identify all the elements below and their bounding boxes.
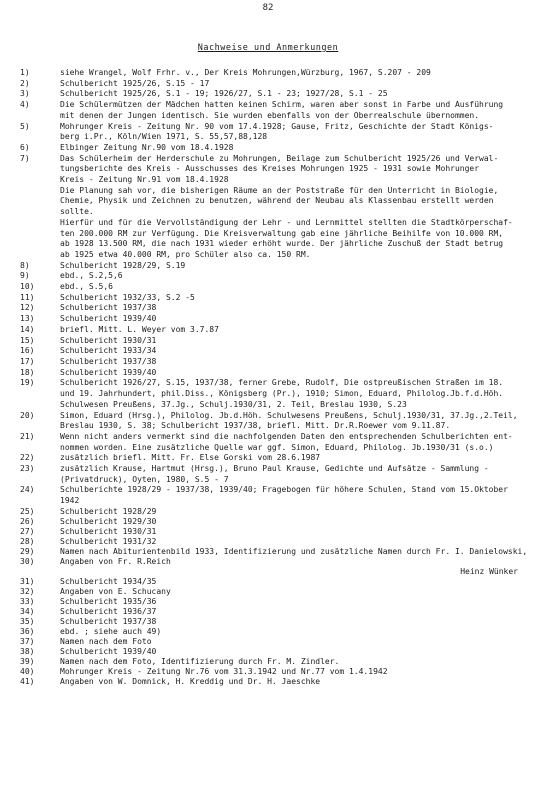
note-number: 9) [20, 271, 30, 281]
note-line: Mohrunger Kreis - Zeitung Nr. 90 vom 17.4.1928; Gause, Fritz, Geschichte der Stadt Königs- [60, 121, 494, 131]
note-number: 33) [20, 596, 35, 606]
note-number: 5) [20, 121, 30, 131]
note-number: 19) [20, 378, 35, 388]
note-item [0, 122, 536, 143]
note-number: 35) [20, 616, 35, 626]
note-item [0, 607, 536, 617]
notes-list [0, 68, 536, 687]
note-item [0, 89, 536, 100]
note-line: 1942 [60, 496, 80, 506]
note-number: 31) [20, 576, 35, 586]
note-line: Namen nach dem Foto, Identifizierung durch Fr. M. Zindler. [60, 656, 340, 666]
note-item [0, 527, 536, 537]
note-line: Schulbericht 1928/29, S.19 [60, 260, 186, 270]
note-number: 3) [20, 89, 30, 99]
note-line: Kreis - Zeitung Nr.91 vom 18.4.1928 [60, 175, 229, 185]
note-item [0, 453, 536, 464]
note-line: Schulbericht 1926/27, S.15, 1937/38, ferner Grebe, Rudolf, Die ostpreußischen Straßen im 18. [60, 378, 504, 388]
note-line: Breslau 1930, S. 38; Schulbericht 1937/38, briefl. Mitt. Dr.R.Roewer vom 9.11.87. [60, 421, 451, 431]
note-line: Simon, Eduard (Hrsg.), Philolog. Jb.d.Höh. Schulwesens Preußens, Schulj.1930/31, 37.Jg.,2.Teil, [60, 410, 518, 420]
note-item [0, 68, 536, 79]
note-number: 21) [20, 431, 35, 441]
note-line: Schulbericht 1925/26, S.1 - 19; 1926/27, S.1 - 23; 1927/28, S.1 - 25 [60, 89, 388, 99]
note-line: Mohrunger Kreis - Zeitung Nr.76 vom 31.3.1942 und Nr.77 vom 1.4.1942 [60, 666, 388, 676]
note-number: 34) [20, 606, 35, 616]
note-item [0, 411, 536, 432]
note-line: Hierfür und für die Vervollständigung der Lehr - und Lernmittel stellten die Stadtkörperschaf- [60, 217, 513, 227]
note-item [0, 357, 536, 368]
note-item [0, 368, 536, 379]
note-line: Namen nach dem Foto [60, 636, 152, 646]
note-number: 30) [20, 556, 35, 566]
note-number: 18) [20, 367, 35, 377]
note-number: 10) [20, 282, 35, 292]
note-item [0, 261, 536, 272]
note-line: ebd., S.5,6 [60, 282, 113, 292]
note-line: Schulbericht 1939/40 [60, 646, 157, 656]
note-line: Die Planung sah vor, die bisherigen Räume an der Poststraße für den Unterricht in Biologie, [60, 185, 499, 195]
note-line: nommen worden. Eine zusätzliche Quelle war ggf. Simon, Eduard, Philolog. Jb.1930/31 (s.o.) [60, 442, 494, 452]
note-item [0, 677, 536, 687]
note-number: 23) [20, 464, 35, 474]
note-line: Schulbericht 1925/26, S.15 - 17 [60, 78, 210, 88]
note-item [0, 647, 536, 657]
note-number: 6) [20, 142, 30, 152]
note-number: 27) [20, 526, 35, 536]
note-line: tungsberichte des Kreis - Ausschusses des Kreises Mohrungen 1925 - 1931 sowie Mohrunger [60, 164, 480, 174]
note-number: 41) [20, 676, 35, 686]
note-line: ebd. ; siehe auch 49) [60, 626, 162, 636]
note-item [0, 378, 536, 410]
note-item [0, 637, 536, 647]
note-line: ebd., S.2,5,6 [60, 271, 123, 281]
note-item [0, 432, 536, 453]
note-item [0, 667, 536, 677]
note-number: 24) [20, 485, 35, 495]
note-item [0, 271, 536, 282]
note-number: 40) [20, 666, 35, 676]
note-line: und 19. Jahrhundert, phil.Diss., Königsberg (Pr.), 1910; Simon, Eduard, Philolog.Jb.f.d.Höh. [60, 389, 504, 399]
note-line: Schulbericht 1932/33, S.2 -5 [60, 292, 195, 302]
note-line: Wenn nicht anders vermerkt sind die nachfolgenden Daten den entsprechenden Schulberichten ent- [60, 431, 513, 441]
note-item [0, 507, 536, 517]
note-line: zusätzlich Krause, Hartmut (Hrsg.), Bruno Paul Krause, Gedichte und Aufsätze - Sammlung - [60, 464, 489, 474]
note-line: siehe Wrangel, Wolf Frhr. v., Der Kreis Mohrungen,Würzburg, 1967, S.207 - 209 [60, 68, 431, 77]
note-line: berg i.Pr., Köln/Wien 1971, S. 55,57,88,128 [60, 132, 268, 142]
note-line: Schulbericht 1939/40 [60, 367, 157, 377]
note-item [0, 336, 536, 347]
note-item [0, 557, 536, 577]
note-item [0, 325, 536, 336]
page-number: 82 [262, 3, 274, 13]
note-number: 26) [20, 516, 35, 526]
note-line: Schulbericht 1928/29 [60, 506, 157, 516]
note-line: Schulberichte 1928/29 - 1937/38, 1939/40; Fragebogen für höhere Schulen, Stand vom 15.Oktober [60, 485, 508, 495]
note-number: 22) [20, 453, 35, 463]
note-number: 17) [20, 356, 35, 366]
note-number: 13) [20, 314, 35, 324]
note-number: 12) [20, 303, 35, 313]
note-line: Schulbericht 1937/38 [60, 616, 157, 626]
page-title: Nachweise und Anmerkungen [197, 43, 339, 53]
note-item [0, 303, 536, 314]
note-line: Schulbericht 1930/31 [60, 526, 157, 536]
note-item [0, 143, 536, 154]
note-line: ten 200.000 RM zur Verfügung. Die Kreisverwaltung gab eine jährliche Beihilfe von 10.000 RM, [60, 228, 504, 238]
note-item [0, 657, 536, 667]
note-line: Die Schülermützen der Mädchen hatten keinen Schirm, waren aber sonst in Farbe und Ausführung [60, 100, 504, 110]
note-line: zusätzlich briefl. Mitt. Fr. Else Gorski vom 28.6.1987 [60, 453, 321, 463]
note-item [0, 597, 536, 607]
note-item [0, 587, 536, 597]
note-line: Elbinger Zeitung Nr.90 vom 18.4.1928 [60, 142, 234, 152]
note-line: ab 1928 13.500 RM, die nach 1931 wieder erhöht wurde. Der jährliche Zuschuß der Stadt betrug [60, 239, 504, 249]
note-item [0, 282, 536, 293]
note-number: 8) [20, 260, 30, 270]
note-line: sollte. [60, 207, 94, 217]
note-item [0, 537, 536, 547]
note-signature: Heinz Wünker [460, 566, 518, 576]
note-number: 25) [20, 506, 35, 516]
note-line: Schulbericht 1937/38 [60, 356, 157, 366]
note-number: 38) [20, 646, 35, 656]
note-number: 11) [20, 292, 35, 302]
note-item [0, 547, 536, 557]
note-number: 4) [20, 100, 30, 110]
note-item [0, 79, 536, 90]
note-line: mit denen der Jungen identisch. Sie wurden ebenfalls von der Oberrealschule übernommen. [60, 110, 480, 120]
note-line: Schulbericht 1930/31 [60, 335, 157, 345]
note-line: Schulbericht 1935/36 [60, 596, 157, 606]
note-item [0, 577, 536, 587]
note-line: (Privatdruck), Oyten, 1980, S.5 - 7 [60, 474, 229, 484]
note-item [0, 464, 536, 485]
note-number: 15) [20, 335, 35, 345]
note-line: ab 1925 etwa 40.000 RM, pro Schüler also ca. 150 RM. [60, 249, 311, 259]
note-number: 2) [20, 78, 30, 88]
note-number: 28) [20, 536, 35, 546]
note-line: Schulwesen Preußens, 37.Jg., Schulj.1930/31, 2. Teil, Breslau 1930, S.23 [60, 399, 407, 409]
note-line: Schulbericht 1934/35 [60, 576, 157, 586]
note-number: 29) [20, 546, 35, 556]
note-line: Schulbericht 1936/37 [60, 606, 157, 616]
note-item [0, 314, 536, 325]
note-number: 16) [20, 346, 35, 356]
note-item [0, 346, 536, 357]
note-line: Schulbericht 1937/38 [60, 303, 157, 313]
note-line: Schulbericht 1931/32 [60, 536, 157, 546]
note-number: 37) [20, 636, 35, 646]
note-line: Chemie, Physik und Zeichnen zu benutzen, während der Neubau als Klassenbau erstellt werden [60, 196, 494, 206]
note-item [0, 517, 536, 527]
note-item [0, 485, 536, 506]
note-item [0, 617, 536, 627]
note-number: 14) [20, 324, 35, 334]
note-line: briefl. Mitt. L. Weyer vom 3.7.87 [60, 324, 219, 334]
note-item [0, 627, 536, 637]
note-line: Das Schülerheim der Herderschule zu Mohrungen, Beilage zum Schulbericht 1925/26 und Verwal- [60, 153, 499, 163]
note-line: Schulbericht 1933/34 [60, 346, 157, 356]
note-line: Angaben von E. Schucany [60, 586, 171, 596]
note-item [0, 154, 536, 261]
note-line: Angaben von Fr. R.Reich [60, 556, 171, 566]
note-item [0, 100, 536, 121]
note-number: 7) [20, 153, 30, 163]
note-line: Schulbericht 1939/40 [60, 314, 157, 324]
note-number: 39) [20, 656, 35, 666]
note-number: 32) [20, 586, 35, 596]
note-number: 1) [20, 68, 30, 77]
note-line: Schulbericht 1929/30 [60, 516, 157, 526]
note-number: 20) [20, 410, 35, 420]
note-number: 36) [20, 626, 35, 636]
note-item [0, 293, 536, 304]
note-line: Angaben von W. Domnick, H. Kreddig und Dr. H. Jaeschke [60, 676, 321, 686]
note-line: Namen nach Abiturientenbild 1933, Identifizierung und zusätzliche Namen durch Fr. I. Danielowski, [60, 546, 528, 556]
